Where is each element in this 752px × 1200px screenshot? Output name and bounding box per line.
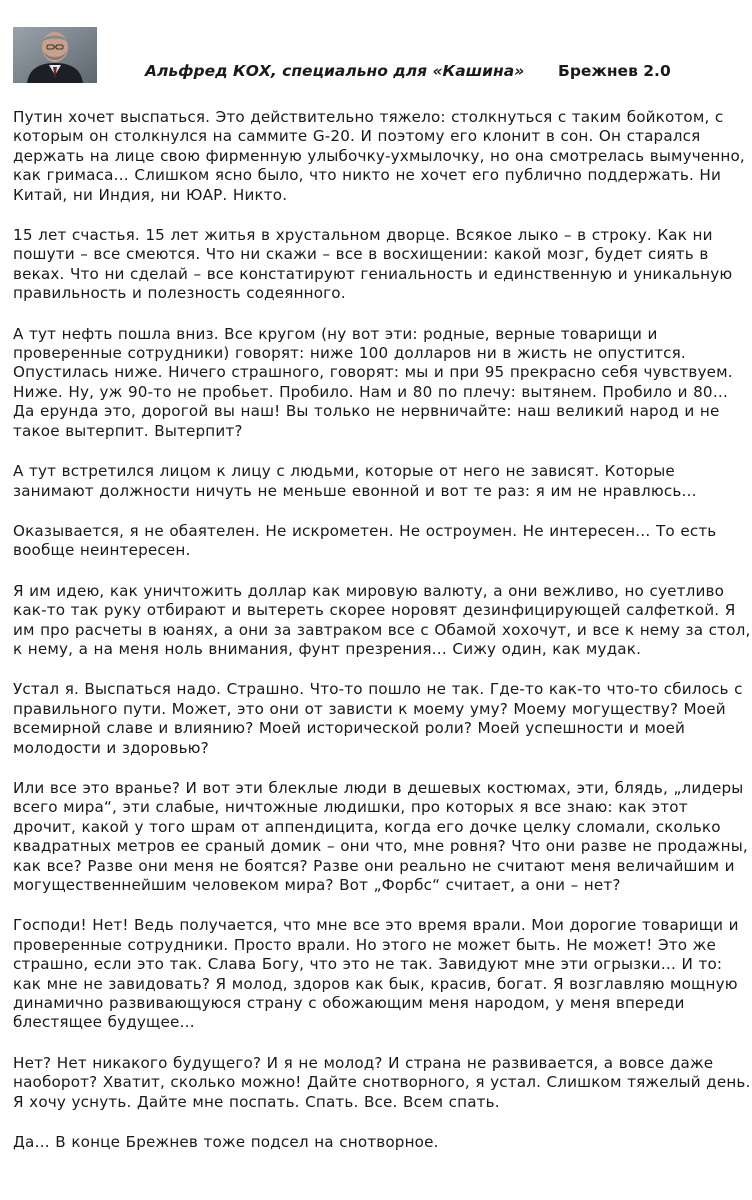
author-byline: Альфред КОХ, специально для «Кашина» [145, 62, 525, 80]
paragraph: Нет? Нет никакого будущего? И я не молод? И страна не развивается, а вовсе даже наоборот? Хватит, сколько можно! Дайте снотворного, я устал. Слишком тяжелый день. Я хочу уснуть. Дайте мне поспать. Спать. Все. Всем спать. [13, 1053, 751, 1111]
paragraph: Да… В конце Брежнев тоже подсел на снотворное. [13, 1133, 439, 1152]
article-title: Брежнев 2.0 [558, 62, 671, 80]
paragraph: Или все это вранье? И вот эти блеклые люди в дешевых костюмах, эти, блядь, „лидеры всего мира“, эти слабые, ничтожные людишки, про которых я все знаю: как этот дрочит, какой у того шрам от аппендицита, когда его дочке целку сломали, сколько квадратных метров ее сраный домик – они что, мне ровня? Что они разве не продажны, как все? Разве они меня не боятся? Разве они реально не считают меня величайшим и могущественнейшим человеком мира? Вот „Форбс“ считает, а они – нет? [13, 778, 748, 894]
paragraph: Устал я. Выспаться надо. Страшно. Что-то пошло не так. Где-то как-то что-то сбилось с правильного пути. Может, это они от зависти к моему уму? Моему могуществу? Моей всемирной славе и влиянию? Моей исторической роли? Моей успешности и моей молодости и здоровью? [13, 680, 743, 757]
article-header [0, 0, 752, 100]
author-photo [13, 27, 97, 83]
paragraph: А тут нефть пошла вниз. Все кругом (ну вот эти: родные, верные товарищи и проверенные сотрудники) говорят: ниже 100 долларов ни в жисть не опустится. Опустилась ниже. Ничего страшного, говорят: мы и при 95 прекрасно себя чувствуем. Ниже. Ну, уж 90-то не пробьет. Пробило. Нам и 80 по плечу: вытянем. Пробило и 80… Да ерунда это, дорогой вы наш! Вы только не нервничайте: наш великий народ и не такое вытерпит. Вытерпит? [13, 324, 733, 440]
article-body [13, 108, 752, 1173]
paragraph: А тут встретился лицом к лицу с людьми, которые от него не зависят. Которые занимают должности ничуть не меньше евонной и вот те раз: я им не нравлюсь… [13, 462, 697, 500]
paragraph: Господи! Нет! Ведь получается, что мне все это время врали. Мои дорогие товарищи и проверенные сотрудники. Просто врали. Но этого не может быть. Не может! Это же страшно, если это так. Слава Богу, что это не так. Завидуют мне эти огрызки… И то: как мне не завидовать? Я молод, здоров как бык, красив, богат. Я возглавляю мощную динамично развивающуюся страну с обожающим меня народом, у меня впереди блестящее будущее… [13, 916, 739, 1032]
author-portrait-image [13, 27, 97, 83]
paragraph: Я им идею, как уничтожить доллар как мировую валюту, а они вежливо, но суетливо как-то так руку отбирают и вытереть скорее норовят дезинфицирующей салфеткой. Я им про расчеты в юанях, а они за завтраком все с Обамой хохочут, и все к нему за стол, к нему, а на меня ноль внимания, фунт презрения… Сижу один, как мудак. [13, 581, 751, 658]
paragraph: Оказывается, я не обаятелен. Не искрометен. Не остроумен. Не интересен… То есть вообще неинтересен. [13, 521, 717, 560]
paragraph: Путин хочет выспаться. Это действительно тяжело: столкнуться с таким бойкотом, с которым он столкнулся на саммите G-20. И поэтому его клонит в сон. Он старался держать на лице свою фирменную улыбочку-ухмылочку, но она смотрелась вымученно, как гримаса… Слишком ясно было, что никто не хочет его публично поддержать. Ни Китай, ни Индия, ни ЮАР. Никто. [13, 108, 745, 204]
paragraph: 15 лет счастья. 15 лет житья в хрустальном дворце. Всякое лыко – в строку. Как ни пошути – все смеются. Что ни скажи – все в восхищении: какой мозг, будет сиять в веках. Что ни сделай – все констатируют гениальность и единственную и уникальную правильность и полезность содеянного. [13, 226, 733, 303]
